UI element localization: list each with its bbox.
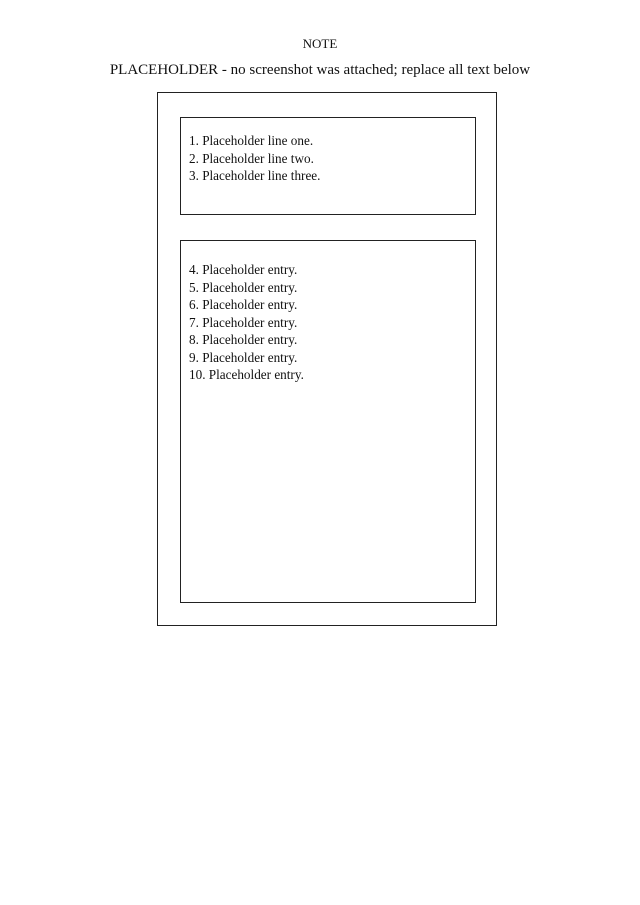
list-item: 7. Placeholder entry. bbox=[189, 314, 298, 330]
list-item: 4. Placeholder entry. bbox=[189, 262, 298, 277]
list-item: 1. Placeholder line one. bbox=[189, 133, 314, 148]
page-title: PLACEHOLDER - no screenshot was attached; replace all text below bbox=[109, 62, 531, 78]
ticket-details-block bbox=[180, 240, 476, 603]
list-item: 9. Placeholder entry. bbox=[189, 349, 298, 365]
list-item: 6. Placeholder entry. bbox=[189, 297, 298, 312]
list-item: 8. Placeholder entry. bbox=[189, 332, 298, 347]
list-item: 3. Placeholder line three. bbox=[189, 168, 321, 183]
list-item: 10. Placeholder entry. bbox=[189, 367, 304, 382]
ticket-header-block bbox=[180, 117, 476, 215]
list-item: 5. Placeholder entry. bbox=[189, 279, 298, 295]
page-number: NOTE bbox=[302, 36, 338, 51]
list-item: 2. Placeholder line two. bbox=[189, 150, 314, 166]
ticket-layout-frame bbox=[157, 92, 497, 626]
